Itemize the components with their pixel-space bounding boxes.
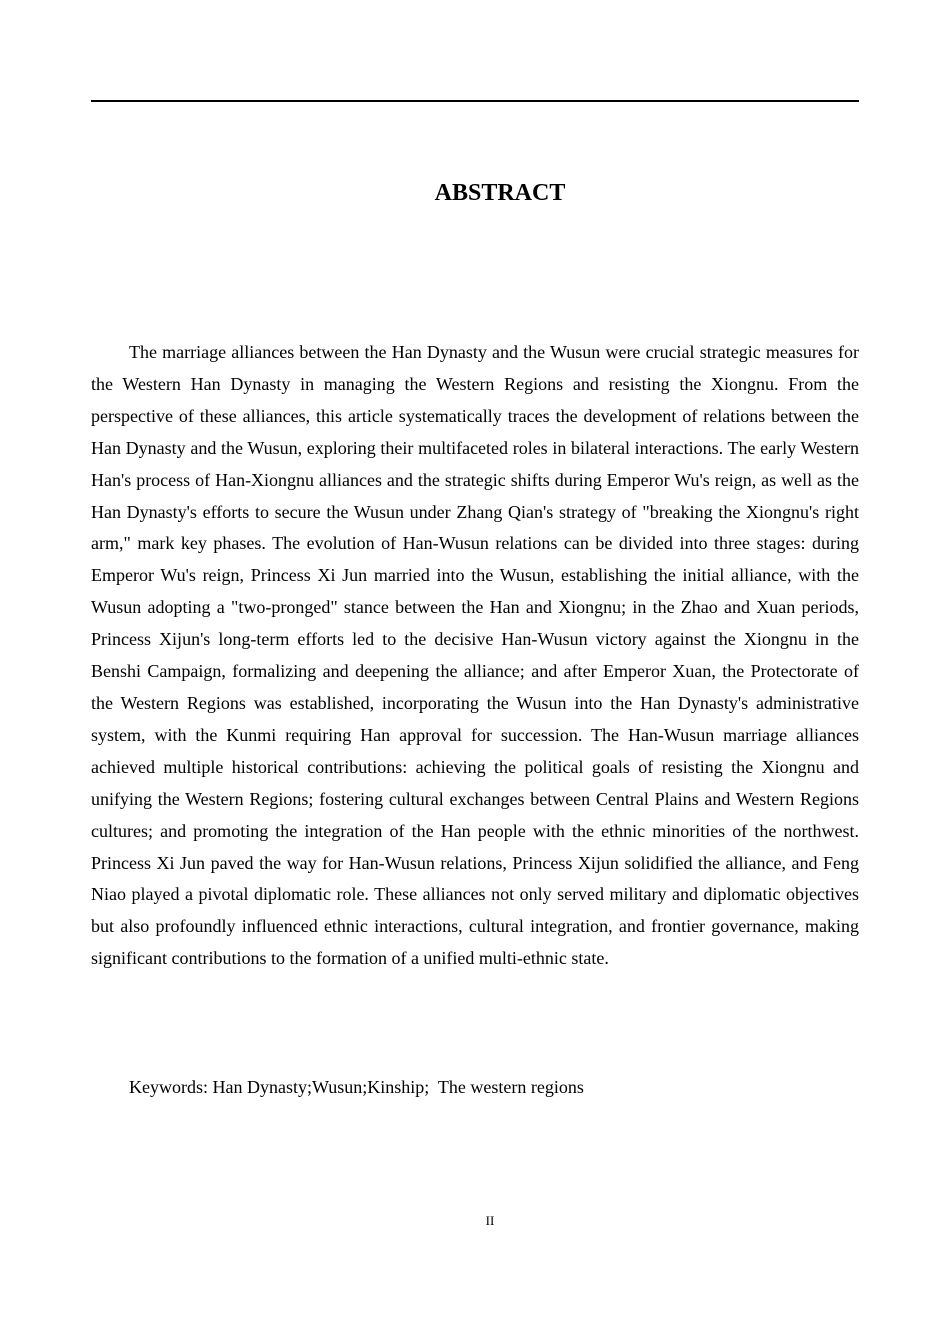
- abstract-paragraph: The marriage alliances between the Han Dynasty and the Wusun were crucial strategic measures for the Western Han Dynasty in managing the Western Regions and resisting the Xiongnu. From the perspective of these alliances, this article systematically traces the development of relations between the Han Dynasty and the Wusun, exploring their multifaceted roles in bilateral interactions. The early Western Han's process of Han-Xiongnu alliances and the strategic shifts during Emperor Wu's reign, as well as the Han Dynasty's efforts to secure the Wusun under Zhang Qian's strategy of "breaking the Xiongnu's right arm," mark key phases. The evolution of Han-Wusun relations can be divided into three stages: during Emperor Wu's reign, Princess Xi Jun married into the Wusun, establishing the initial alliance, with the Wusun adopting a "two-pronged" stance between the Han and Xiongnu; in the Zhao and Xuan periods, Princess Xijun's long-term efforts led to the decisive Han-Wusun victory against the Xiongnu in the Benshi Campaign, formalizing and deepening the alliance; and after Emperor Xuan, the Protectorate of the Western Regions was established, incorporating the Wusun into the Han Dynasty's administrative system, with the Kunmi requiring Han approval for succession. The Han-Wusun marriage alliances achieved multiple historical contributions: achieving the political goals of resisting the Xiongnu and unifying the Western Regions; fostering cultural exchanges between Central Plains and Western Regions cultures; and promoting the integration of the Han people with the ethnic minorities of the northwest. Princess Xi Jun paved the way for Han-Wusun relations, Princess Xijun solidified the alliance, and Feng Niao played a pivotal diplomatic role. These alliances not only served military and diplomatic objectives but also profoundly influenced ethnic interactions, cultural integration, and frontier governance, making significant contributions to the formation of a unified multi-ethnic state.: [91, 342, 859, 969]
- page-title: ABSTRACT: [434, 180, 566, 206]
- keywords-line: Keywords: Han Dynasty;Wusun;Kinship; The western regions: [129, 1077, 584, 1097]
- page-number: II: [485, 1213, 495, 1228]
- header-rule: [91, 100, 859, 102]
